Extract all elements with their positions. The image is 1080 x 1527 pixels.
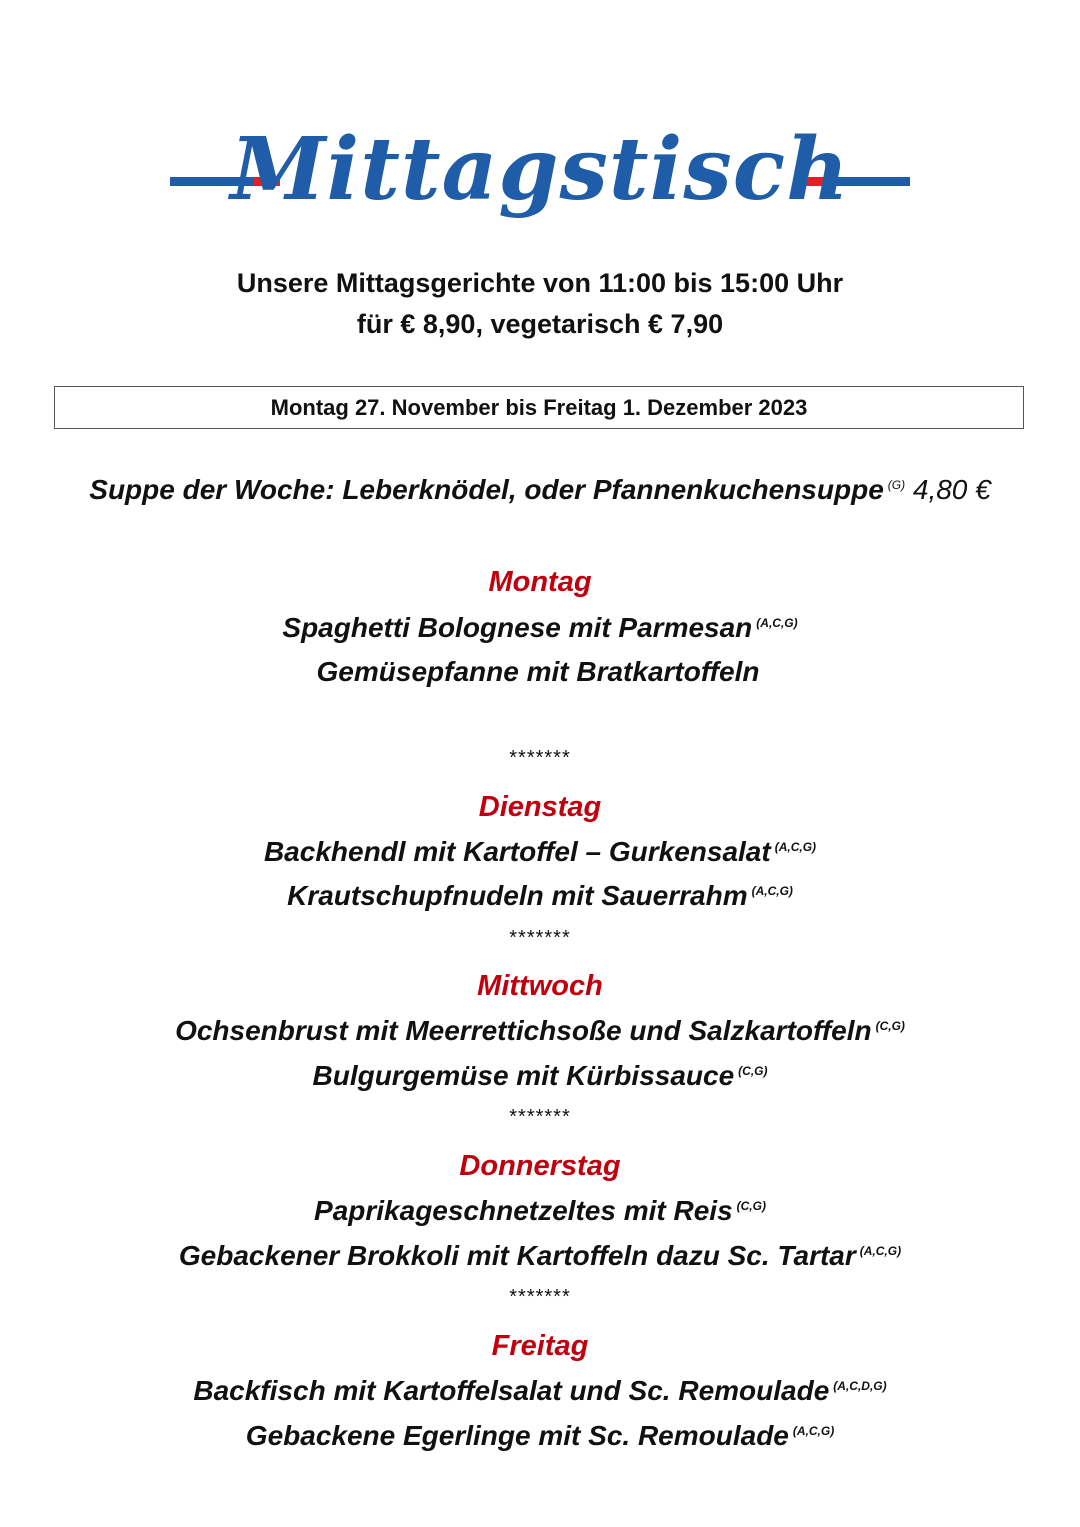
soup-label: Suppe der Woche: Leberknödel, oder Pfannenkuchensuppe bbox=[89, 474, 884, 505]
dish-montag-1: Spaghetti Bolognese mit Parmesan $^{(A,C,G)}$ bbox=[282, 612, 798, 643]
allergen-tag: (A,C,G) bbox=[756, 616, 798, 630]
separator: ******* bbox=[509, 747, 571, 769]
soup-of-week bbox=[0, 474, 1080, 506]
soup-allergens: (G) bbox=[887, 478, 906, 492]
allergen-tag: (C,G) bbox=[736, 1199, 766, 1213]
day-heading-montag: Montag bbox=[488, 566, 592, 598]
dish-dienstag-1: Backhendl mit Kartoffel – Gurkensalat $^{(A,C,G)}$ bbox=[263, 836, 817, 867]
subtitle-prices: für € 8,90, vegetarisch € 7,90 bbox=[356, 309, 724, 339]
dish-mittwoch-1: Ochsenbrust mit Meerrettichsoße und Salzkartoffeln $^{(C,G)}$ bbox=[175, 1015, 905, 1046]
allergen-tag: (A,C,G) bbox=[859, 1244, 902, 1258]
day-heading-dienstag: Dienstag bbox=[478, 791, 602, 823]
dish-freitag-1: Backfisch mit Kartoffelsalat und Sc. Remoulade $^{(A,C,D,G)}$ bbox=[193, 1375, 887, 1406]
allergen-tag: (A,C,G) bbox=[792, 1424, 835, 1438]
date-range-box bbox=[54, 386, 1024, 429]
allergen-tag: (C,G) bbox=[875, 1019, 905, 1033]
day-heading-mittwoch: Mittwoch bbox=[477, 970, 603, 1002]
allergen-tag: (A,C,G) bbox=[774, 840, 817, 854]
separator: ******* bbox=[509, 1106, 571, 1128]
dish-freitag-2: Gebackene Egerlinge mit Sc. Remoulade $^{(A,C,G)}$ bbox=[245, 1420, 835, 1451]
date-range: Montag 27. November bis Freitag 1. Dezember 2023 bbox=[270, 394, 808, 420]
soup-price: 4,80 € bbox=[912, 474, 991, 505]
allergen-tag: (A,C,D,G) bbox=[833, 1379, 887, 1393]
page-title: Mittagstisch bbox=[230, 119, 850, 220]
dish-donnerstag-2: Gebackener Brokkoli mit Kartoffeln dazu Sc. Tartar $^{(A,C,G)}$ bbox=[178, 1240, 902, 1271]
dish-montag-2: Gemüsepfanne mit Bratkartoffeln bbox=[316, 656, 760, 687]
allergen-tag: (C,G) bbox=[738, 1064, 768, 1078]
day-heading-freitag: Freitag bbox=[491, 1330, 589, 1362]
dish-mittwoch-2: Bulgurgemüse mit Kürbissauce $^{(C,G)}$ bbox=[312, 1060, 768, 1091]
subtitle-hours: Unsere Mittagsgerichte von 11:00 bis 15:00 Uhr bbox=[236, 268, 844, 298]
allergen-tag: (A,C,G) bbox=[751, 884, 793, 898]
separator: ******* bbox=[509, 927, 571, 949]
dish-donnerstag-1: Paprikageschnetzeltes mit Reis $^{(C,G)}$ bbox=[314, 1195, 766, 1226]
day-heading-donnerstag: Donnerstag bbox=[459, 1150, 621, 1182]
separator: ******* bbox=[509, 1286, 571, 1308]
dish-dienstag-2: Krautschupfnudeln mit Sauerrahm $^{(A,C,G)}$ bbox=[287, 880, 793, 911]
